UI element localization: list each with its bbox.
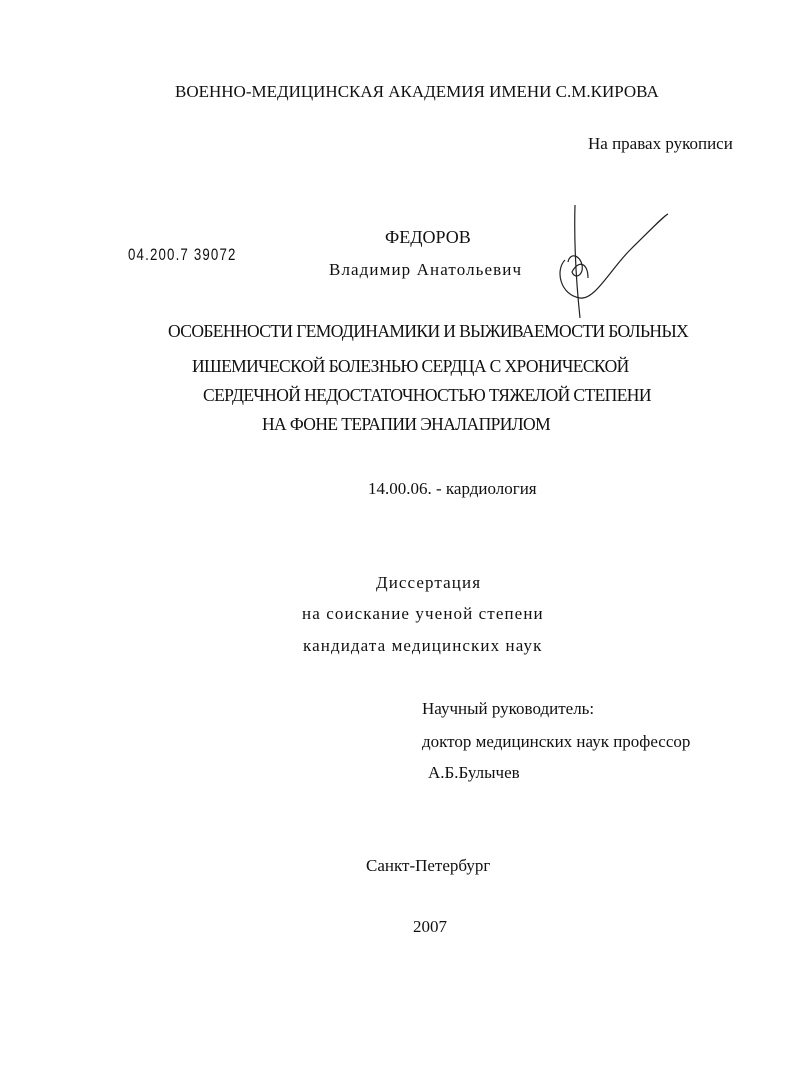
signature: [550, 200, 690, 320]
title-line-4: НА ФОНЕ ТЕРАПИИ ЭНАЛАПРИЛОМ: [262, 414, 551, 434]
supervisor-name: А.Б.Булычев: [428, 763, 520, 782]
degree-line-3: кандидата медицинских наук: [303, 636, 543, 655]
title-line-2: ИШЕМИЧЕСКОЙ БОЛЕЗНЬЮ СЕРДЦА С ХРОНИЧЕСКОЙ: [192, 356, 629, 376]
supervisor-title: доктор медицинских наук профессор: [422, 732, 691, 751]
author-given-names: Владимир Анатольевич: [329, 260, 523, 279]
degree-line-2: на соискание ученой степени: [302, 604, 544, 623]
rights-note: На правах рукописи: [588, 134, 733, 153]
city: Санкт-Петербург: [366, 856, 491, 875]
year: 2007: [413, 917, 447, 936]
degree-line-1: Диссертация: [376, 573, 482, 592]
title-line-3: СЕРДЕЧНОЙ НЕДОСТАТОЧНОСТЬЮ ТЯЖЕЛОЙ СТЕПЕНИ: [203, 385, 651, 405]
supervisor-label: Научный руководитель:: [422, 699, 595, 718]
registration-stamp: 04.200.7 39072: [128, 245, 237, 264]
institution: ВОЕННО-МЕДИЦИНСКАЯ АКАДЕМИЯ ИМЕНИ С.М.КИРОВА: [175, 82, 659, 101]
specialty: 14.00.06. - кардиология: [368, 479, 537, 498]
title-line-1: ОСОБЕННОСТИ ГЕМОДИНАМИКИ И ВЫЖИВАЕМОСТИ БОЛЬНЫХ: [168, 321, 689, 341]
author-surname: ФЕДОРОВ: [385, 227, 471, 247]
